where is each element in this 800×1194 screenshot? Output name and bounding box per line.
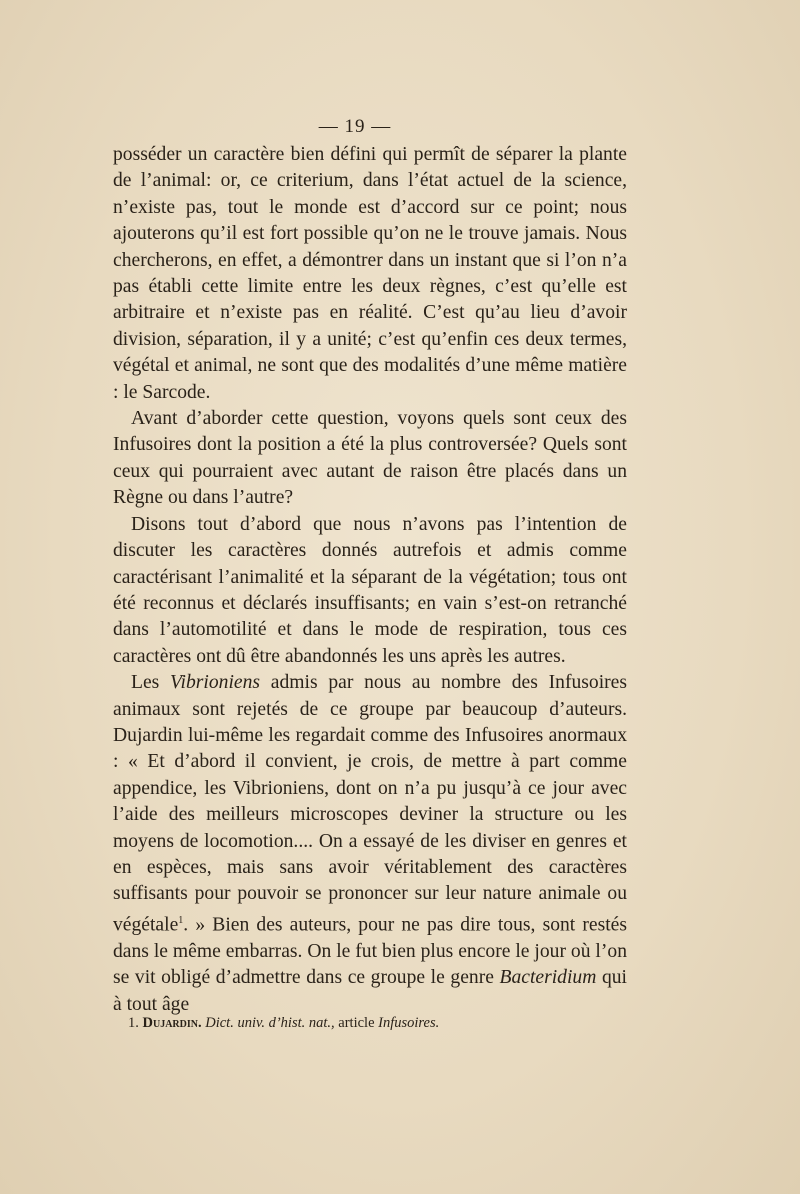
paragraph-4 <box>113 670 627 1018</box>
paragraph-3: Disons tout d’abord que nous n’avons pas l’intention de discuter les caractères donnés autrefois et admis comme caractérisant l’animalité et la séparant de la végétation; tous ont été reconnus et déclarés insuffisants; en vain s’est-on retranché dans l’automotilité et dans le mode de respiration, tous ces caractères ont dû être abandonnés les uns après les autres. <box>113 513 627 667</box>
page-number: — 19 — <box>318 116 392 137</box>
footnote-work: Dict. univ. d’hist. nat., <box>205 1015 335 1031</box>
paragraph-2: Avant d’aborder cette question, voyons quels sont ceux des Infusoires dont la position a été la plus controversée? Quels sont ceux qui pourraient avec autant de raison être placés dans un Règne ou dans l’autre? <box>113 408 627 509</box>
paragraph-4-end: qui à tout âge <box>113 967 628 1015</box>
footnote-rest: article <box>334 1015 379 1031</box>
term-bacteridium: Bacteridium <box>499 967 597 989</box>
footnote-reference: 1 <box>178 914 184 926</box>
footnote-entry: Infusoires. <box>378 1015 440 1031</box>
footnote-author: Dujardin. <box>142 1015 202 1031</box>
paragraph-4-middle: admis par nous au nombre des Infusoires animaux sont rejetés de ce groupe par beaucoup d’auteurs. Dujardin lui-même les regardait comme des Infusoires anormaux : « Et d’abord il convient, je crois, de mettre à part comme appendice, les Vibrioniens, dont on n’a pu jusqu’à ce jour avec l’aide des meilleurs microscopes deviner la structure ou les moyens de locomotion.... On a essayé de les diviser en genres et en espèces, mais sans avoir véritablement des caractères suffisants pour pouvoir se prononcer sur leur nature animale ou végétale <box>113 672 627 936</box>
paragraph-4-after: . » Bien des auteurs, pour ne pas dire tous, sont restés dans le même embarras. On le fut bien plus encore le jour où l’on se vit obligé d’admettre dans ce groupe le genre <box>113 914 627 989</box>
body-text <box>113 142 627 1018</box>
paragraph-1: posséder un caractère bien défini qui permît de séparer la plante de l’animal: or, ce criterium, dans l’état actuel de la science, n’existe pas, tout le monde est d’accord sur ce point; nous ajouterons qu’il est fort possible qu’on ne le trouve jamais. Nous chercherons, en effet, a démontrer dans un instant que si l’on n’a pas établi cette limite entre les deux règnes, c’est qu’elle est arbitraire et n’existe pas en réalité. C’est qu’au lieu d’avoir division, séparation, il y a unité; c’est qu’enfin ces deux termes, végétal et animal, ne sont que des modalités d’une même matière : le Sarcode. <box>113 144 627 403</box>
term-vibrioniens: Vibrioniens <box>170 672 261 694</box>
footnote <box>128 1013 628 1033</box>
footnote-number: 1. <box>128 1015 139 1031</box>
paragraph-4-before: Les <box>131 672 171 694</box>
